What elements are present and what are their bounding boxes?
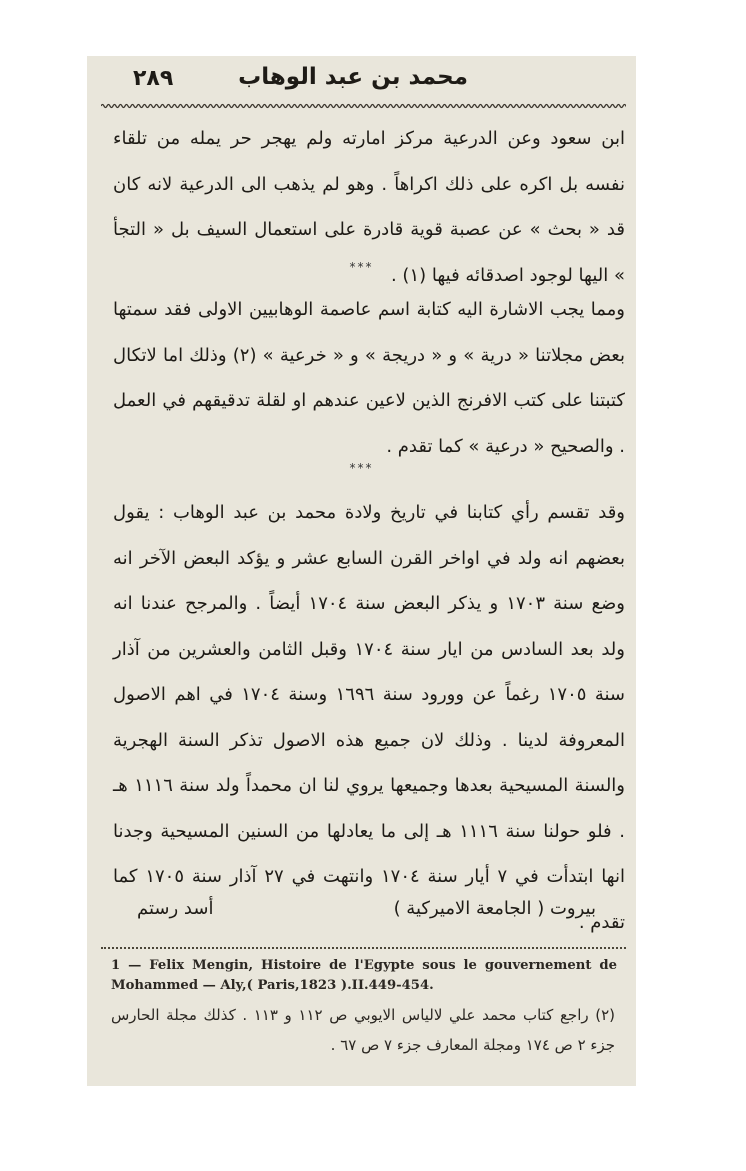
wavy-rule-divider xyxy=(101,102,626,110)
book-page xyxy=(87,56,636,1086)
running-title: محمد بن عبد الوهاب xyxy=(238,64,468,90)
section-separator-1: *** xyxy=(349,260,374,274)
signature-place: بيروت ( الجامعة الاميركية ) xyxy=(393,898,596,919)
footnote-2: (٢) راجع كتاب محمد علي لالياس الايوبي ص ١١٢ و ١١٣ . كذلك مجلة الحارس جزء ٢ ص ١٧٤ ومجلة المعارف جزء ٧ ص ٦٧ . xyxy=(111,1006,615,1054)
page-number: ٢٨٩ xyxy=(133,66,174,91)
paragraph-3: وقد تقسم رأي كتابنا في تاريخ ولادة محمد بن عبد الوهاب : يقول بعضهم انه ولد في اواخر القرن السابع عشر و يؤكد البعض الآخر انه وضع سنة ١٧٠٣ و يذكر البعض سنة ١٧٠٤ أيضاً . والمرجح عندنا انه ولد بعد السادس من ايار سنة ١٧٠٤ وقبل الثامن والعشرين من آذار سنة ١٧٠٥ رغماً عن وورود سنة ١٦٩٦ وسنة ١٧٠٤ في اهم الاصول المعروفة لدينا . وذلك لان جميع هذه الاصول تذكر السنة الهجرية والسنة المسيحية بعدها وجميعها يروي لنا ان محمداً ولد سنة ١١١٦ هـ . فلو حولنا سنة ١١١٦ هـ إلى ما يعادلها من السنين المسيحية وجدنا انها ابتدأت في ٧ أيار سنة ١٧٠٤ وانتهت في ٢٧ آذار سنة ١٧٠٥ كما تقدم . xyxy=(113,502,625,933)
paragraph-1: ابن سعود وعن الدرعية مركز امارته ولم يهجر حر يمله من تلقاء نفسه بل اكره على ذلك اكراهاً . وهو لم يذهب الى الدرعية لانه كان قد « بحث » عن عصبة قوية قادرة على استعمال السيف بل « التجأ » اليها لوجود اصدقائه فيها (١) . xyxy=(113,128,625,286)
signature-block xyxy=(117,898,596,938)
section-separator-2: *** xyxy=(349,461,374,475)
footnote-1: 1 — Felix Mengin, Histoire de l'Egypte sous le gouvernement de Mohammed — Aly,( Paris,1823 ).II.449-454. xyxy=(111,958,617,993)
paragraph-2: ومما يجب الاشارة اليه كتابة اسم عاصمة الوهابيين الاولى فقد سمتها بعض مجلاتنا « درية » و « دريجة » و « خرعية » (٢) وذلك اما لاتكال كتبتنا على كتب الافرنج الذين لاعين عندهم او لقلة تدقيقهم في العمل . والصحيح « درعية » كما تقدم . xyxy=(113,299,625,457)
page-header xyxy=(87,62,636,98)
signature-author: أسد رستم xyxy=(137,898,214,919)
footnote-divider xyxy=(101,947,626,949)
